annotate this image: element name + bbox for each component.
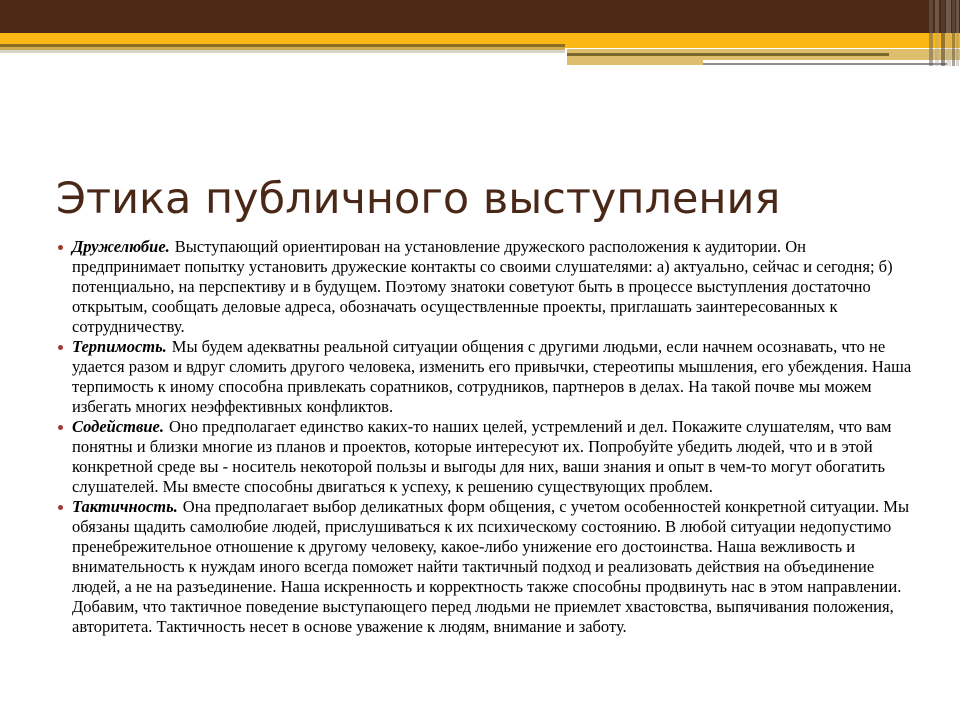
bullet-term: Тактичность. [72, 497, 178, 516]
header-yellow-stripe [0, 33, 960, 44]
vertical-stripe [946, 0, 951, 66]
slide-header-decoration [0, 0, 960, 70]
bullet-icon [58, 505, 63, 510]
list-item [57, 237, 915, 337]
header-tan-band-right-lower [567, 60, 703, 65]
vertical-stripe [929, 0, 933, 66]
list-item [57, 417, 915, 497]
bullet-term: Дружелюбие. [72, 237, 170, 256]
bullet-paragraph [72, 337, 915, 417]
header-gray-line-right [703, 63, 947, 66]
list-item [57, 497, 915, 637]
bullet-icon [58, 245, 63, 250]
bullet-icon [58, 425, 63, 430]
bullet-body-text: Она предполагает выбор деликатных форм общения, с учетом особенностей конкретной ситуации. Мы обязаны щадить самолюбие людей, прислушиваться к их психическому состоянию. В любой ситуации недопустимо пренебрежительное отношение к другому человеку, какое-либо унижение его достоинства. Наша вежливость и внимательность к нуждам иного всегда поможет найти тактичный подход и реализовать действия на объединение людей, а не на разъединение. Наша искренность и корректность также способны продвинуть нас в этом направлении. Добавим, что тактичное поведение выступающего перед людьми не приемлет хвастовства, выпячивания положения, авторитета. Тактичность несет в основе уважение к людям, внимание и заботу. [72, 497, 910, 636]
header-yellow-stripe-right [565, 44, 960, 48]
bullet-icon [58, 345, 63, 350]
bullet-body-text: Мы будем адекватны реальной ситуации общения с другими людьми, если начнем осознавать, что не удается разом и вдруг сломить другого человека, изменить его привычки, стереотипы мышления, его убеждения. Наша терпимость к иному способна привлекать соратников, сотрудников, партнеров в делах. На такой почве мы можем избегать многих неэффективных конфликтов. [72, 337, 912, 416]
bullet-paragraph [72, 497, 915, 637]
bullet-paragraph [72, 417, 915, 497]
bullet-paragraph [72, 237, 915, 337]
slide-title: Этика публичного выступления [56, 173, 781, 224]
bullet-body-text: Выступающий ориентирован на установление дружеского расположения к аудитории. Он предпринимает попытку установить дружеские контакты со своими слушателями: а) актуально, сейчас и сегодня; б) потенциально, на перспективу и в будущем. Поэтому знатоки советуют быть в процессе выступления достаточно открытым, сообщать деловые адреса, обозначать осуществленные проекты, приглашать заинтересованных к сотрудничеству. [72, 237, 893, 336]
bullet-term: Содействие. [72, 417, 164, 436]
vertical-stripe [935, 0, 939, 66]
list-item [57, 337, 915, 417]
slide-body [57, 237, 915, 637]
header-gray-line-left [0, 50, 565, 53]
header-olive-line-right [567, 53, 889, 56]
header-brown-bar [0, 0, 960, 33]
vertical-stripe [952, 0, 955, 66]
bullet-body-text: Оно предполагает единство каких-то наших целей, устремлений и дел. Покажите слушателям, что вам понятны и близки многие из планов и проектов, которые интересуют их. Попробуйте убедить людей, что и в этой конкретной среде вы - носитель некоторой пользы и выгоды для них, ваши знания и опыт в чем-то могут обогатить слушателей. Мы вместе способны двигаться к успеху, к решению существующих проблем. [72, 417, 892, 496]
bullet-term: Терпимость. [72, 337, 167, 356]
vertical-stripe [956, 0, 959, 66]
vertical-stripe [941, 0, 945, 66]
